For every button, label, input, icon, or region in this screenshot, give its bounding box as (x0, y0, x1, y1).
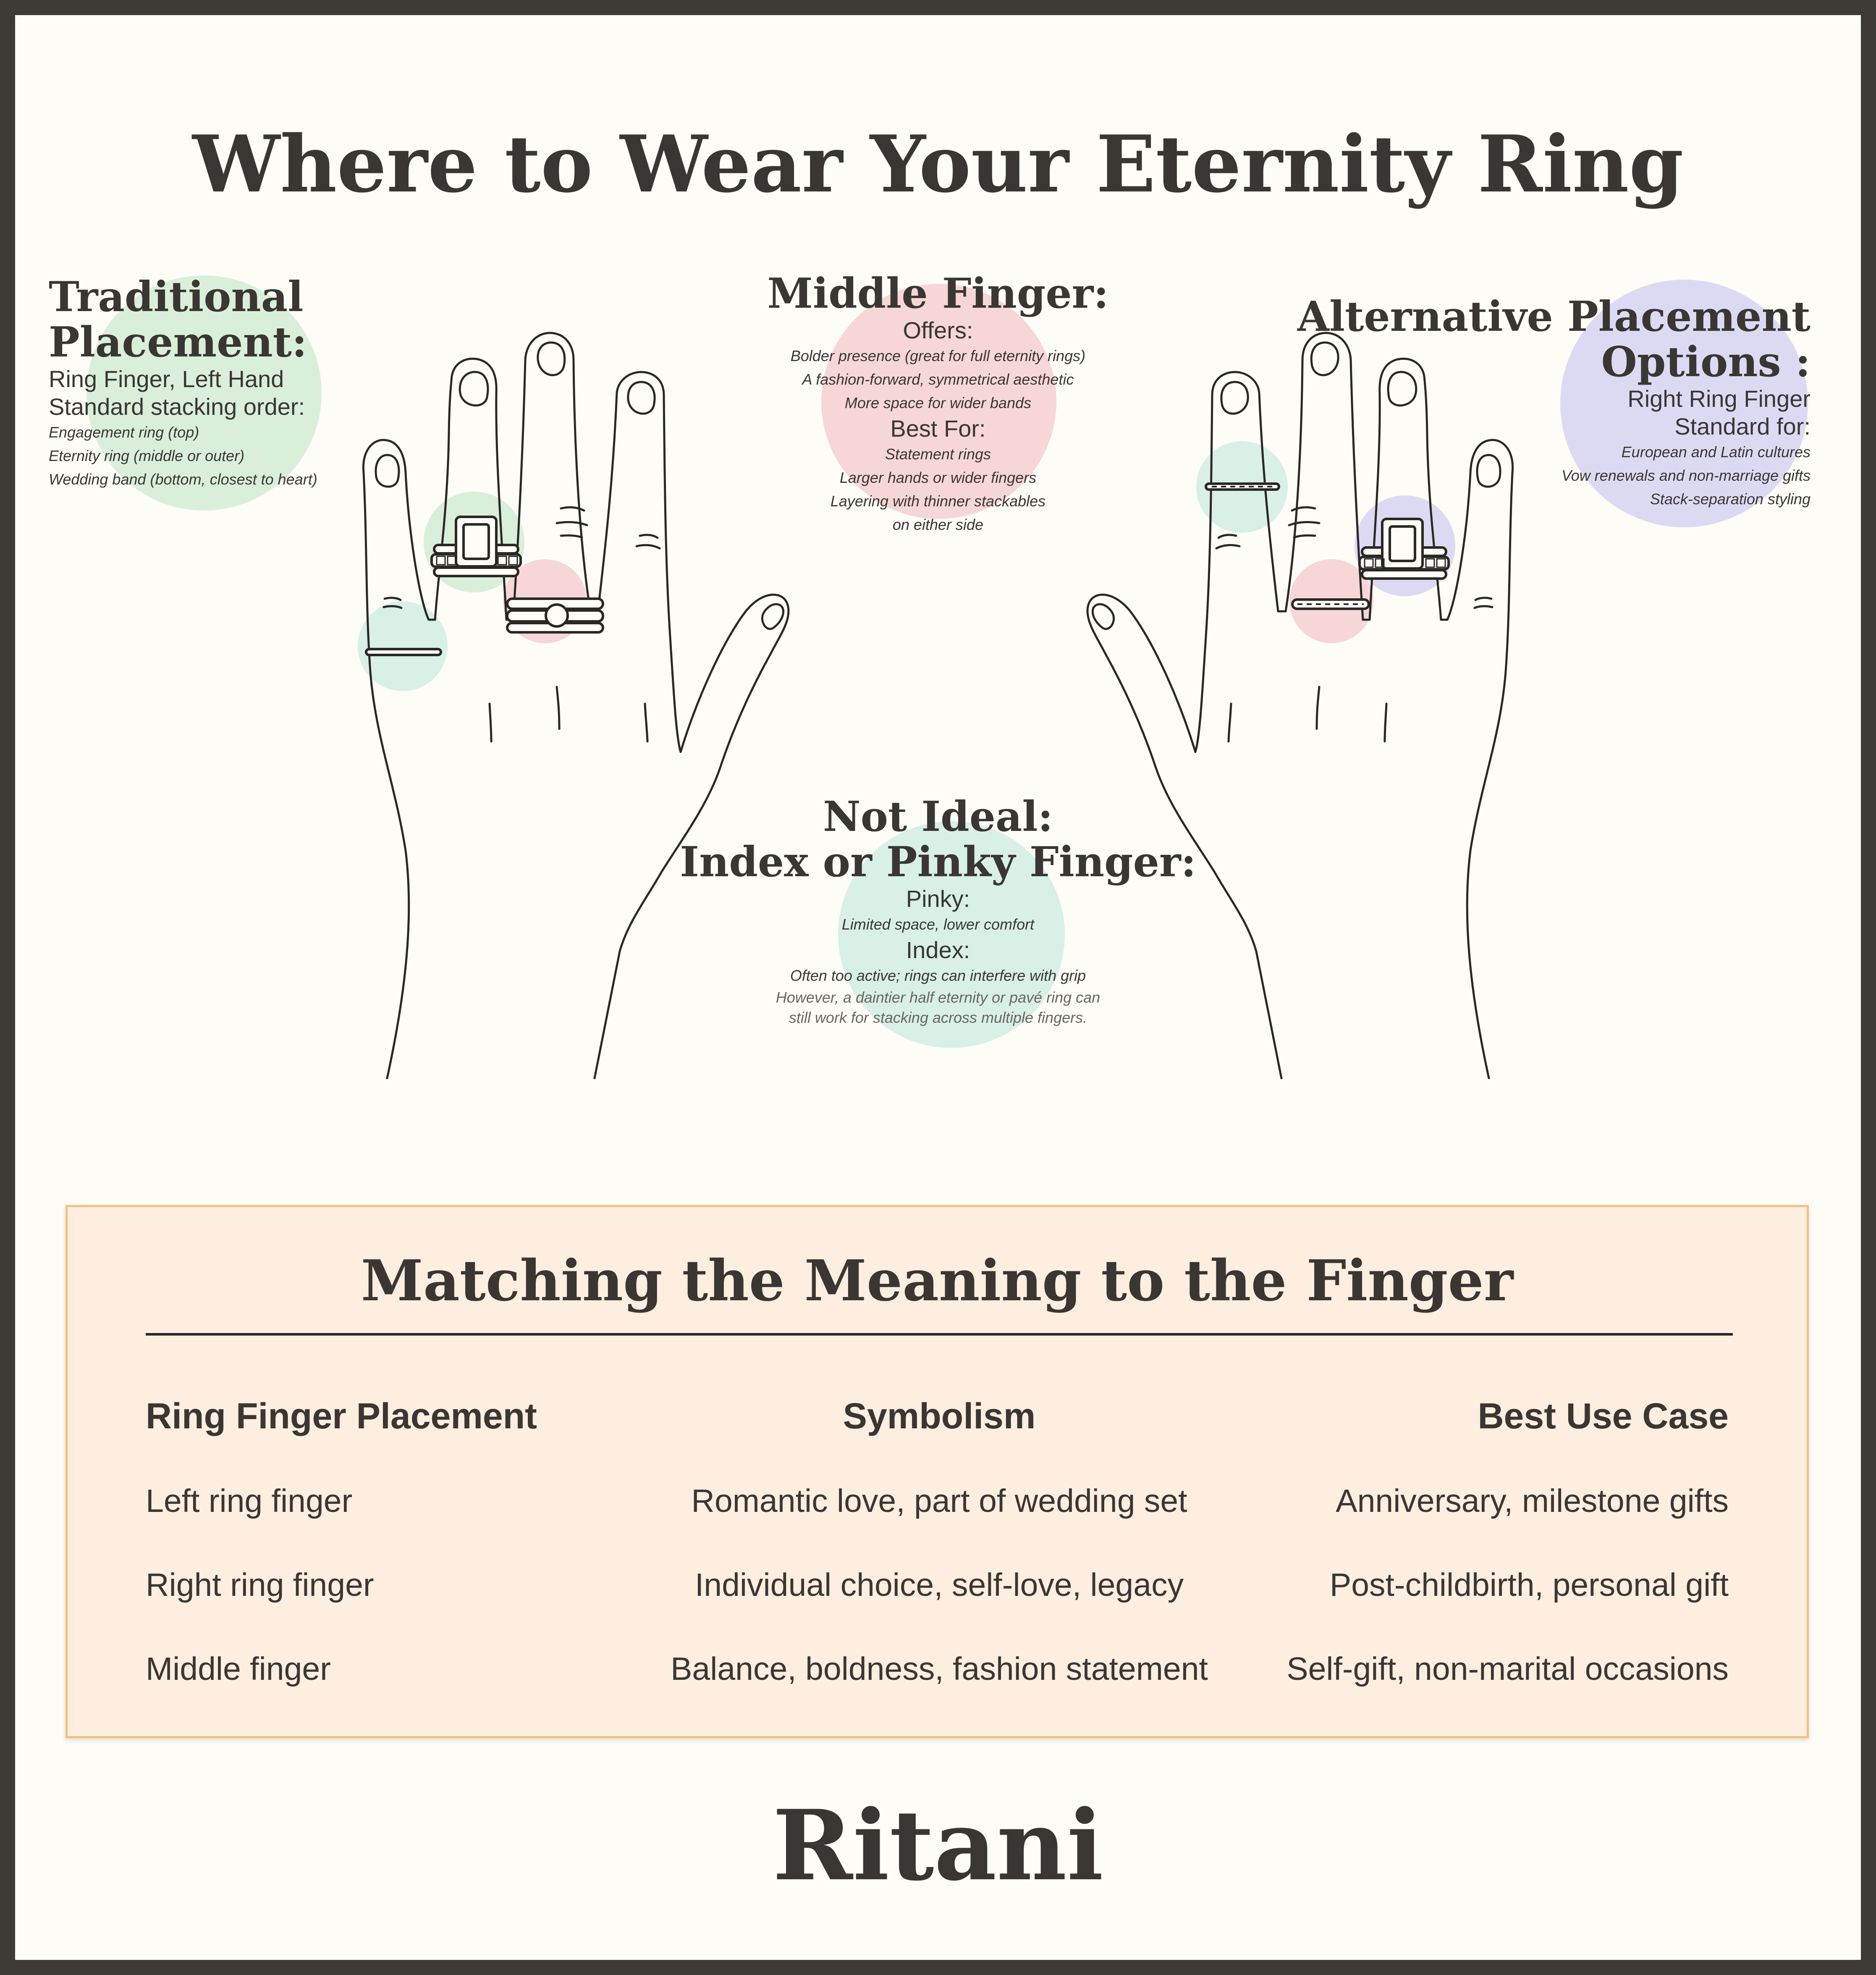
alternative-heading-line1: Alternative Placement (1297, 293, 1810, 341)
left-pinky-band (366, 649, 441, 655)
page-title: Where to Wear Your Eternity Ring (192, 118, 1684, 210)
table-cell: Right ring finger (146, 1567, 374, 1603)
not-ideal-note: However, a daintier half eternity or pavé ring can (776, 989, 1100, 1006)
middle-best-item: Layering with thinner stackables (830, 492, 1046, 510)
left-engagement-stone-inner (464, 524, 489, 559)
alternative-placement-block (1297, 294, 1810, 511)
traditional-item: Engagement ring (top) (49, 424, 199, 441)
middle-offer-item: Bolder presence (great for full eternity rings) (790, 347, 1086, 364)
traditional-heading-line1: Traditional (49, 273, 304, 321)
table-cell: Middle finger (146, 1651, 331, 1687)
alternative-item: Stack-separation styling (1650, 490, 1810, 508)
table-header: Best Use Case (1478, 1396, 1729, 1436)
traditional-heading-line2: Placement: (49, 318, 307, 367)
traditional-placement-block (49, 275, 317, 491)
middle-best-label: Best For: (890, 415, 986, 442)
infographic-canvas (15, 15, 1861, 1960)
middle-offer-item: More space for wider bands (844, 394, 1032, 411)
pinky-label: Pinky: (906, 885, 970, 912)
traditional-subtitle2: Standard stacking order: (49, 393, 305, 420)
middle-best-item: Larger hands or wider fingers (839, 469, 1037, 486)
table-cell: Anniversary, milestone gifts (1336, 1483, 1729, 1519)
not-ideal-heading-line2: Index or Pinky Finger: (680, 838, 1196, 886)
middle-heading: Middle Finger: (767, 270, 1109, 318)
alternative-subtitle2: Standard for: (1674, 413, 1810, 440)
not-ideal-heading-line1: Not Ideal: (823, 793, 1053, 841)
alternative-heading-line2: Options : (1601, 338, 1810, 386)
right-engagement-stone-inner (1390, 526, 1415, 561)
not-ideal-block (665, 794, 1211, 1028)
table-cell: Post-childbirth, personal gift (1329, 1567, 1729, 1603)
table-header: Symbolism (843, 1396, 1036, 1436)
table-cell: Left ring finger (146, 1483, 353, 1519)
alternative-item: European and Latin cultures (1621, 443, 1810, 461)
table-title: Matching the Meaning to the Finger (361, 1247, 1514, 1314)
alternative-item: Vow renewals and non-marriage gifts (1562, 467, 1810, 484)
middle-best-item: on either side (892, 516, 984, 533)
traditional-item: Eternity ring (middle or outer) (49, 447, 245, 464)
table-divider (146, 1333, 1733, 1336)
table-cell: Self-gift, non-marital occasions (1286, 1651, 1729, 1687)
right-ring-band-bottom (1362, 570, 1446, 579)
table-cell: Individual choice, self-love, legacy (694, 1567, 1184, 1603)
middle-offers-label: Offers: (903, 317, 973, 343)
meaning-table-card (66, 1205, 1809, 1738)
table-cell: Balance, boldness, fashion statement (671, 1651, 1208, 1687)
index-label: Index: (906, 937, 970, 963)
table-cell: Romantic love, part of wedding set (691, 1483, 1187, 1519)
left-middle-stone (546, 605, 568, 626)
left-ring-band-bottom (434, 568, 518, 576)
traditional-subtitle1: Ring Finger, Left Hand (49, 366, 284, 392)
index-text: Often too active; rings can interfere with grip (790, 967, 1086, 984)
pinky-text: Limited space, lower comfort (841, 916, 1035, 933)
alternative-subtitle1: Right Ring Finger (1627, 385, 1810, 412)
not-ideal-note: still work for stacking across multiple fingers. (789, 1009, 1087, 1026)
table-header: Ring Finger Placement (146, 1396, 537, 1436)
middle-offer-item: A fashion-forward, symmetrical aesthetic (802, 371, 1074, 388)
middle-best-item: Statement rings (885, 445, 991, 463)
brand-logo: Ritani (772, 1789, 1104, 1902)
traditional-item: Wedding band (bottom, closest to heart) (49, 471, 317, 488)
middle-finger-block (686, 271, 1190, 537)
